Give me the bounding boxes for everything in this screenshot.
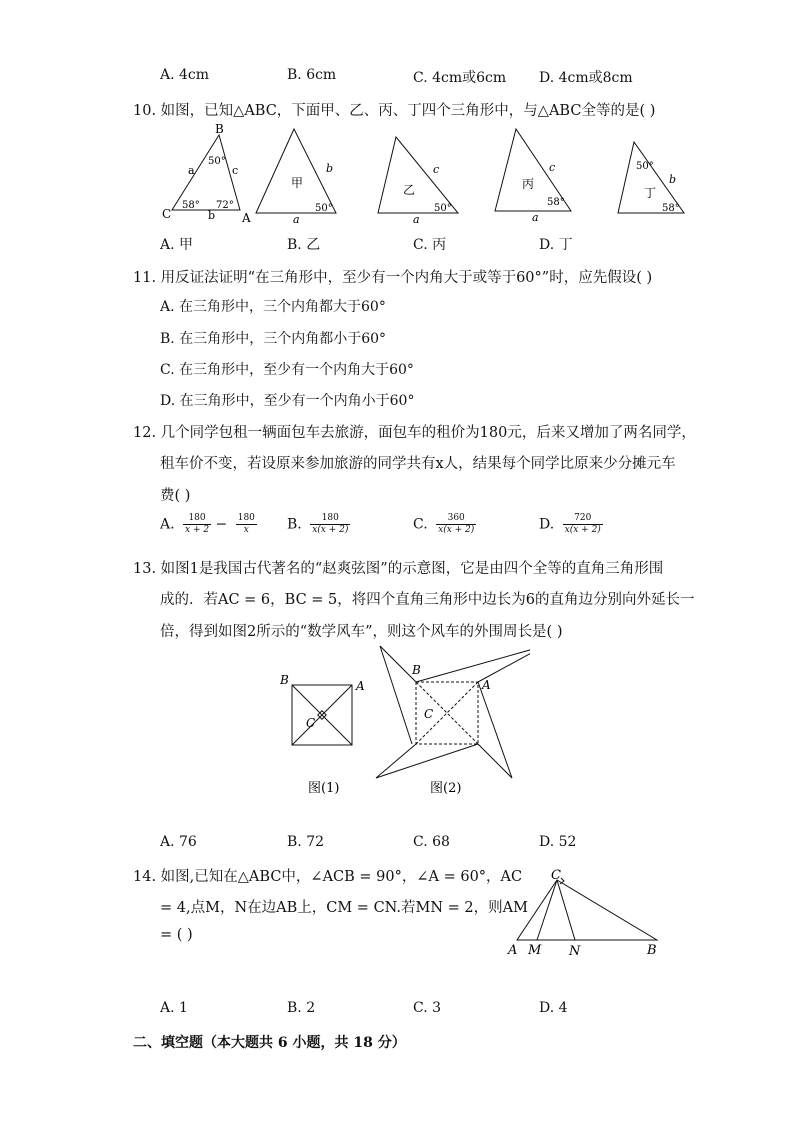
ding-side-b: b — [669, 173, 677, 186]
q9-option-d: D. 4cm或8cm — [539, 70, 633, 86]
bing-angle: 58° — [547, 197, 565, 208]
fig2-label-A: A — [482, 678, 491, 692]
q13-option-a: A. 76 — [160, 834, 197, 850]
zhao-shuang-diagram — [292, 685, 352, 745]
jia-angle: 50° — [315, 203, 333, 214]
q11-option-d: D. 在三角形中，至少有一个内角小于60° — [160, 393, 415, 409]
q9-option-a: A. 4cm — [160, 67, 210, 83]
label-M-q14: M — [528, 943, 542, 958]
q14-option-c: C. 3 — [413, 1000, 442, 1016]
bing-name: 丙 — [522, 177, 535, 191]
section-2-heading: 二、填空题（本大题共 6 小题，共 18 分） — [133, 1035, 406, 1051]
q13-stem-3: 倍，得到如图2所示的“数学风车”，则这个风车的外围周长是( ) — [160, 624, 563, 640]
jia-side-b: b — [326, 162, 334, 175]
q13-option-c: C. 68 — [413, 834, 450, 850]
q9-option-c: C. 4cm或6cm — [413, 70, 507, 86]
q12-option-b: B. $\frac{180}{x(x + 2)}$ — [287, 513, 349, 535]
fig1-label-B: B — [280, 673, 289, 687]
q10-stem: 10. 如图，已知△ABC，下面甲、乙、丙、丁四个三角形中，与△ABC全等的是( ) — [133, 103, 656, 119]
triangle-abc — [172, 135, 240, 210]
triangle-yi — [378, 137, 458, 213]
jia-name: 甲 — [291, 176, 304, 190]
q14-option-b: B. 2 — [287, 1000, 316, 1016]
ding-angle2: 58° — [662, 203, 680, 214]
label-c: c — [232, 164, 239, 177]
bing-side-c: c — [549, 161, 556, 174]
q14-stem-2: = 4,点M，N在边AB上，CM = CN.若MN = 2，则AM — [160, 900, 528, 916]
q11-option-a: A. 在三角形中，三个内角都大于60° — [160, 299, 386, 315]
label-A-q14: A — [508, 943, 518, 958]
q13-option-d: D. 52 — [539, 834, 577, 850]
q12-stem-2: 租车价不变，若设原来参加旅游的同学共有x人，结果每个同学比原来少分摊元车 — [160, 456, 676, 472]
bing-side-a: a — [532, 211, 539, 224]
label-B-q14: B — [647, 943, 657, 958]
q11-stem: 11. 用反证法证明“在三角形中，至少有一个内角大于或等于60°”时，应先假设( ) — [133, 270, 653, 286]
fig2-label-C: C — [424, 707, 434, 721]
yi-name: 乙 — [403, 183, 416, 197]
ding-angle1: 50° — [636, 161, 654, 172]
q13-option-b: B. 72 — [287, 834, 325, 850]
triangle-jia — [256, 129, 336, 213]
fig2-caption: 图(2) — [430, 781, 462, 796]
fig1-caption: 图(1) — [308, 781, 340, 796]
label-C-q14: C — [551, 868, 561, 883]
q12-option-d: D. $\frac{720}{x(x + 2)}$ — [539, 513, 601, 535]
q12-stem-1: 12. 几个同学包租一辆面包车去旅游，面包车的租价为180元，后来又增加了两名同学， — [133, 425, 696, 441]
label-B: B — [215, 122, 224, 136]
yi-side-c: c — [433, 163, 440, 176]
q10-option-c: C. 丙 — [413, 237, 447, 253]
yi-side-a: a — [413, 213, 420, 224]
q9-option-b: B. 6cm — [287, 67, 337, 83]
ding-name: 丁 — [644, 186, 657, 200]
label-N-q14: N — [569, 944, 581, 959]
q12-stem-3: 费( ) — [160, 488, 191, 504]
q14-option-a: A. 1 — [160, 1000, 188, 1016]
q14-figure — [500, 862, 670, 962]
jia-side-a: a — [293, 213, 300, 224]
fig1-label-A: A — [356, 679, 365, 693]
q12-option-a: A. $\frac{180}{x + 2}$ − $\frac{180}{x}$ — [160, 513, 255, 535]
q13-stem-1: 13. 如图1是我国古代著名的“赵爽弦图”的示意图，它是由四个全等的直角三角形围 — [133, 561, 664, 577]
triangle-abc-q14 — [517, 880, 657, 940]
math-windmill — [376, 646, 530, 778]
yi-angle: 50° — [434, 203, 452, 214]
q11-option-b: B. 在三角形中，三个内角都小于60° — [160, 331, 387, 347]
label-C: C — [162, 207, 172, 221]
angle-C: 58° — [182, 200, 200, 211]
q14-stem-1: 14. 如图,已知在△ABC中，∠ACB = 90°，∠A = 60°，AC — [133, 869, 523, 885]
q13-stem-2: 成的．若AC = 6，BC = 5，将四个直角三角形中边长为6的直角边分别向外延长一 — [160, 592, 695, 608]
q14-stem-3: = ( ) — [160, 927, 193, 943]
q12-option-c: C. $\frac{360}{x(x + 2)}$ — [413, 513, 475, 535]
fig2-label-B: B — [412, 663, 421, 677]
q10-option-a: A. 甲 — [160, 237, 194, 253]
angle-B: 50° — [208, 156, 226, 167]
q10-figure — [150, 122, 700, 224]
q11-option-c: C. 在三角形中，至少有一个内角大于60° — [160, 362, 414, 378]
label-b: b — [208, 209, 216, 222]
segment-cm — [537, 880, 557, 940]
q13-figure — [270, 640, 530, 800]
label-A: A — [242, 211, 251, 224]
angle-A: 72° — [216, 200, 234, 211]
q10-option-b: B. 乙 — [287, 237, 321, 253]
q14-option-d: D. 4 — [539, 1000, 568, 1016]
fig1-label-C: C — [306, 716, 316, 730]
label-a: a — [188, 164, 195, 177]
q10-option-d: D. 丁 — [539, 237, 573, 253]
